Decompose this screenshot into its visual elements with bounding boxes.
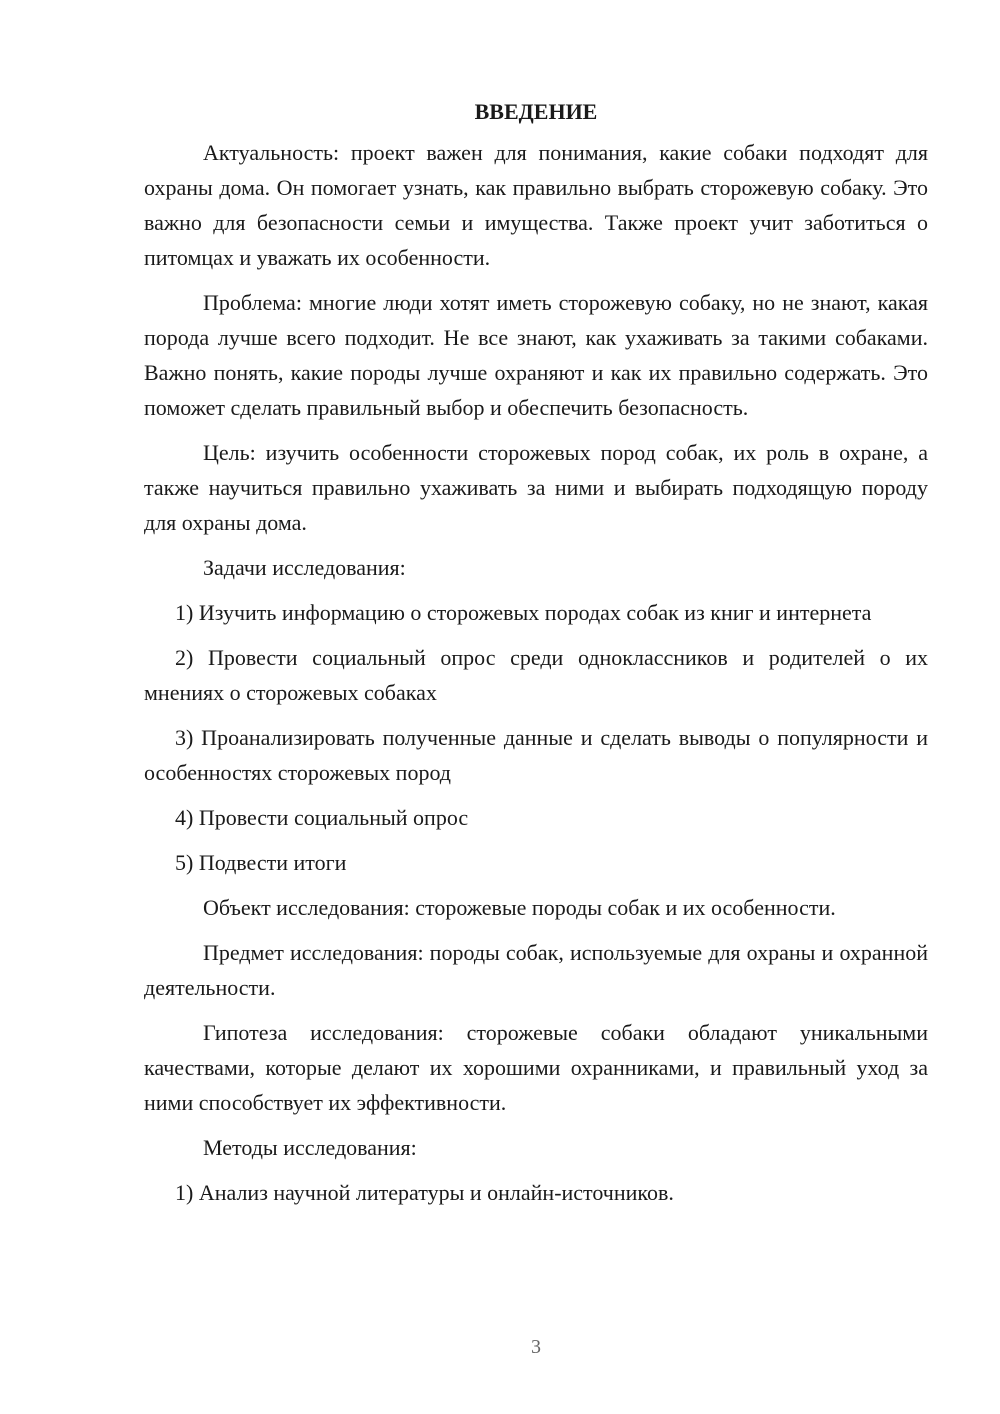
hypothesis-paragraph: Гипотеза исследования: сторожевые собаки обладают уникальными качествами, которые делают их хорошими охранниками, и правильный уход за ними способствует их эффективности.: [144, 1020, 928, 1115]
task-item-3: 3) Проанализировать полученные данные и сделать выводы о популярности и особенностях сторожевых пород: [144, 725, 928, 785]
subject-paragraph: Предмет исследования: породы собак, используемые для охраны и охранной деятельности.: [144, 940, 928, 1000]
tasks-title: Задачи исследования:: [203, 555, 406, 580]
goal-paragraph: Цель: изучить особенности сторожевых пород собак, их роль в охране, а также научиться правильно ухаживать за ними и выбирать подходящую породу для охраны дома.: [144, 440, 928, 535]
task-item-5: 5) Подвести итоги: [175, 850, 347, 875]
methods-title: Методы исследования:: [203, 1135, 417, 1160]
page-number: 3: [531, 1336, 541, 1358]
section-heading: ВВЕДЕНИЕ: [474, 99, 598, 124]
method-item-1: 1) Анализ научной литературы и онлайн-источников.: [175, 1180, 674, 1205]
page-content: [144, 94, 928, 1220]
task-item-4: 4) Провести социальный опрос: [175, 805, 469, 830]
problem-paragraph: Проблема: многие люди хотят иметь сторожевую собаку, но не знают, какая порода лучше всего подходит. Не все знают, как ухаживать за такими собаками. Важно понять, какие породы лучше охраняют и как их правильно содержать. Это поможет сделать правильный выбор и обеспечить безопасность.: [144, 290, 928, 420]
task-item-2: 2) Провести социальный опрос среди одноклассников и родителей о их мнениях о сторожевых собаках: [144, 645, 928, 705]
object-paragraph: Объект исследования: сторожевые породы собак и их особенности.: [203, 895, 836, 920]
relevance-paragraph: Актуальность: проект важен для понимания, какие собаки подходят для охраны дома. Он помогает узнать, как правильно выбрать сторожевую собаку. Это важно для безопасности семьи и имущества. Также проект учит заботиться о питомцах и уважать их особенности.: [144, 140, 928, 270]
task-item-1: 1) Изучить информацию о сторожевых породах собак из книг и интернета: [175, 600, 872, 625]
